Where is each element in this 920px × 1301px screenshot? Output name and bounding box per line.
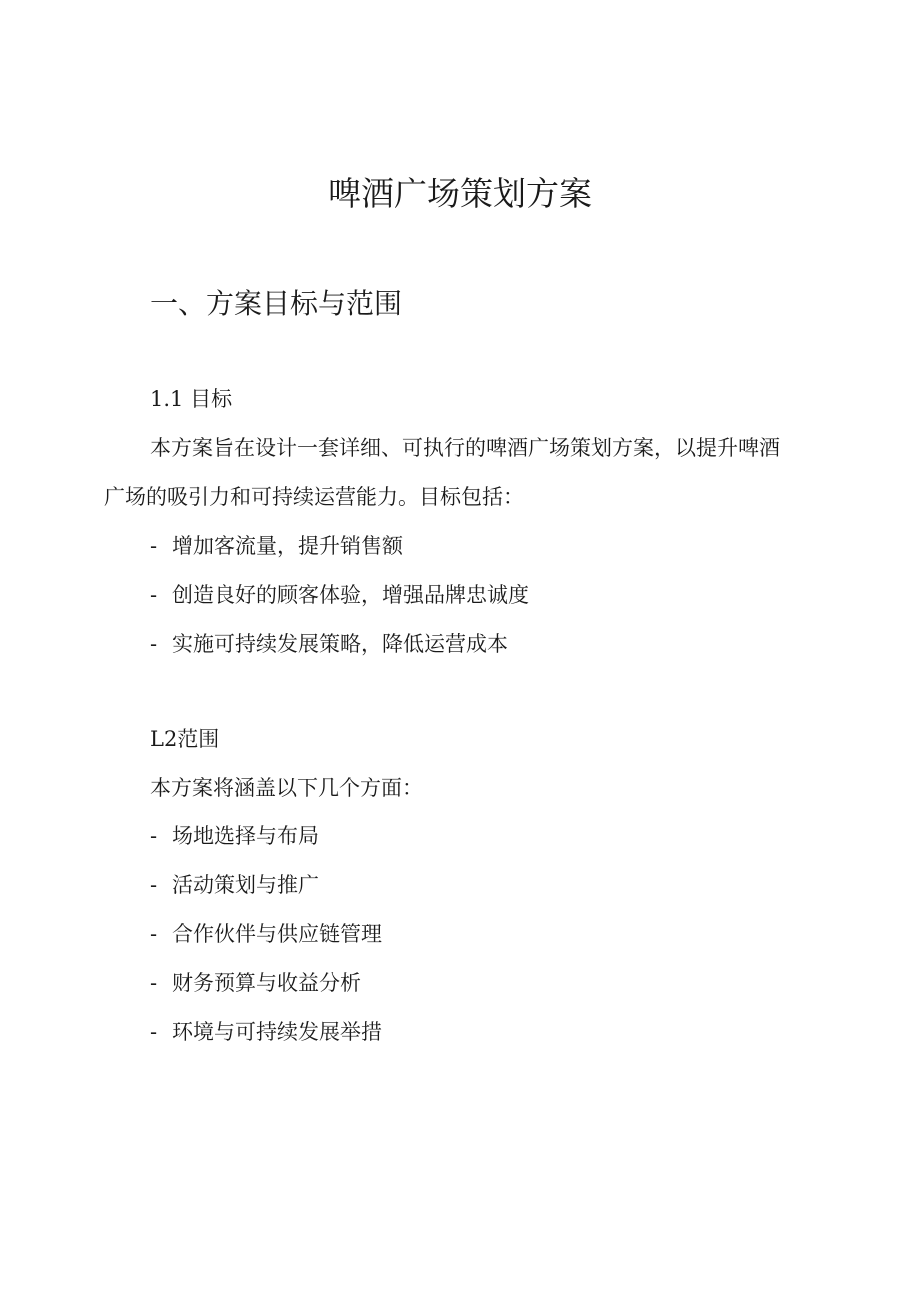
list-item [150,821,319,851]
scope-heading: L2范围 [150,727,220,751]
goal-intro-line-1: 本方案旨在设计一套详细、可执行的啤酒广场策划方案，以提升啤酒 [150,436,780,460]
list-item [150,968,361,998]
goal-heading: 1.1 目标 [150,387,233,411]
list-item-text: 增加客流量，提升销售额 [172,534,403,558]
list-item [150,629,508,659]
list-item [150,1017,382,1047]
list-item-text: 环境与可持续发展举措 [172,1020,382,1044]
bullet-marker: - [150,632,158,656]
list-item-text: 创造良好的顾客体验，增强品牌忠诚度 [172,583,529,607]
list-item [150,919,382,949]
list-item-text: 实施可持续发展策略，降低运营成本 [172,632,508,656]
goal-intro-line-2: 广场的吸引力和可持续运营能力。目标包括： [104,485,524,509]
section-heading: 一、方案目标与范围 [150,287,403,320]
bullet-marker: - [150,1020,158,1044]
bullet-marker: - [150,873,158,897]
bullet-marker: - [150,583,158,607]
bullet-marker: - [150,534,158,558]
list-item-text: 活动策划与推广 [172,873,319,897]
bullet-marker: - [150,824,158,848]
list-item [150,870,319,900]
bullet-marker: - [150,971,158,995]
list-item [150,531,403,561]
document-title: 啤酒广场策划方案 [328,174,592,213]
list-item-text: 场地选择与布局 [172,824,319,848]
bullet-marker: - [150,922,158,946]
list-item-text: 财务预算与收益分析 [172,971,361,995]
list-item [150,580,529,610]
list-item-text: 合作伙伴与供应链管理 [172,922,382,946]
scope-intro: 本方案将涵盖以下几个方面： [150,776,423,800]
